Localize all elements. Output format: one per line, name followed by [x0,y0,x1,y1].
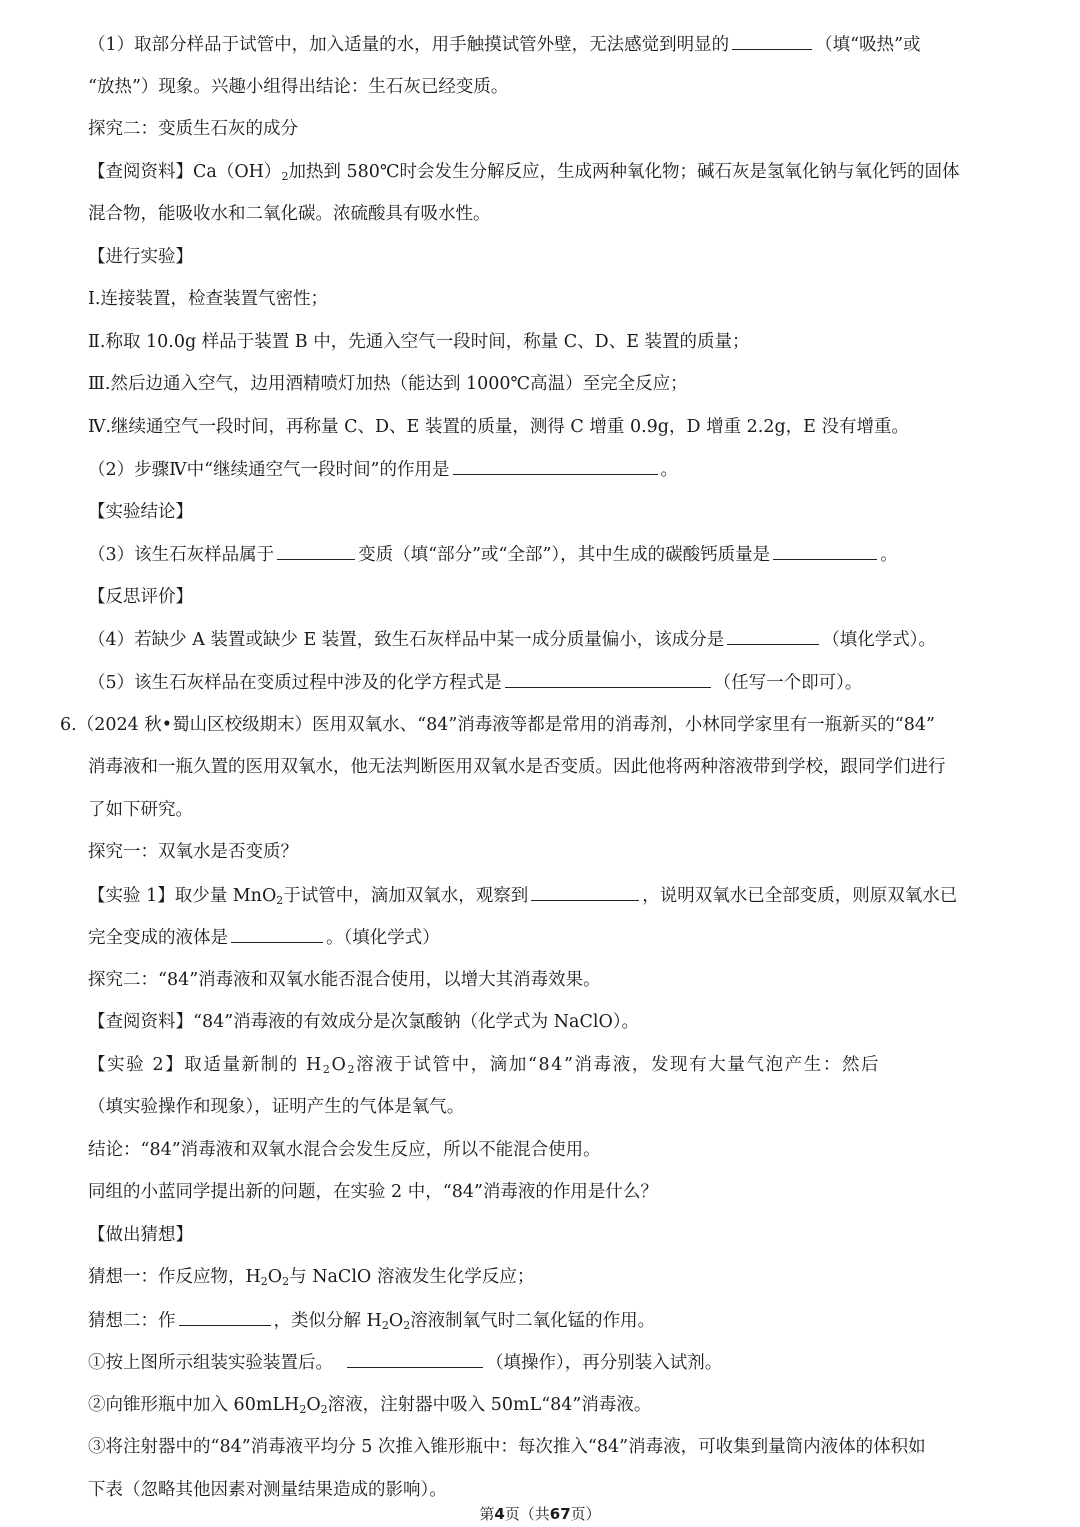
section-heading [88,116,1023,142]
text: O [331,1055,348,1075]
text: Ⅰ.连接装置，检查装置气密性； [88,289,328,309]
section-heading [88,839,1023,865]
text: （3）该生石灰样品属于 [88,545,275,565]
text: “放热”）现象。兴趣小组得出结论：生石灰已经变质。 [88,77,509,97]
answer-blank[interactable] [505,669,711,688]
text: （填操作），再分别装入试剂。 [486,1353,723,1373]
text: 于试管中，滴加双氧水，观察到 [283,886,529,906]
text: ②向锥形瓶中加入 60mLH [88,1395,300,1415]
answer-blank[interactable] [453,456,658,475]
paragraph-line [88,201,1023,227]
text: Ⅳ.继续通空气一段时间，再称量 C、D、E 装置的质量，测得 C 增重 0.9g，D 增重 2.2g，E 没有增重。 [88,417,910,437]
paragraph-line [88,1477,1023,1503]
text: 6.（2024 秋•蜀山区校级期末）医用双氧水、“84”消毒液等都是常用的消毒剂，小林同学家里有一瓶新买的“84” [60,715,935,735]
text: （填实验操作和现象），证明产生的气体是氧气。 [88,1097,465,1117]
text: 【实验结论】 [88,502,193,522]
paragraph-line [88,1009,1023,1035]
paragraph-line [88,159,1023,185]
paragraph-line [88,754,1023,780]
step-line [88,286,1023,312]
text: 【实验 2】取适量新制的 H [88,1055,323,1075]
text: ①按上图所示组装实验装置后。 [88,1353,333,1373]
section-heading [88,584,1023,610]
text: 与 NaClO 溶液发生化学反应； [289,1267,535,1287]
question-6-exp1 [88,882,1023,909]
subscript: 2 [282,1275,290,1288]
text: 下表（忽略其他因素对测量结果造成的影响）。 [88,1480,447,1500]
question-5-2 [88,456,1023,483]
text: （2）步骤Ⅳ中“继续通空气一段时间”的作用是 [88,460,450,480]
text: 【反思评价】 [88,587,193,607]
step-line [88,371,1023,397]
question-5-5 [88,669,1023,696]
procedure-step-2 [88,1392,1023,1418]
answer-blank[interactable] [732,31,812,50]
paragraph-line [88,1094,1023,1120]
text: Ⅲ.然后边通入空气，边用酒精喷灯加热（能达到 1000℃高温）至完全反应； [88,374,688,394]
subscript: 2 [281,170,289,183]
text: 加热到 580℃时会发生分解反应，生成两种氧化物；碱石灰是氢氧化钠与氧化钙的固体 [288,162,960,182]
text: （任写一个即可）。 [713,673,863,693]
question-5-3 [88,541,1023,568]
subscript: 2 [347,1063,357,1076]
question-6-exp2 [88,1052,1023,1078]
text: O [267,1267,283,1287]
text: （填化学式）。 [822,630,937,650]
text: 【做出猜想】 [88,1225,193,1245]
answer-blank[interactable] [231,924,323,943]
section-heading [88,1222,1023,1248]
text: Ⅱ.称取 10.0g 样品于装置 B 中，先通入空气一段时间，称量 C、D、E 装置的质量； [88,332,750,352]
footer-text: 页（共 [504,1505,550,1523]
text: O [388,1311,404,1331]
question-5-4 [88,626,1023,653]
text: ③将注射器中的“84”消毒液平均分 5 次推入锥形瓶中：每次推入“84”消毒液，可收集到量筒内液体的体积如 [88,1437,926,1457]
text: 。（填化学式） [326,928,440,948]
text: 溶液于试管中，滴加“84”消毒液，发现有大量气泡产生：然后 [356,1055,881,1075]
procedure-step-3 [88,1434,1023,1460]
section-heading [88,499,1023,525]
text: 。 [880,545,898,565]
hypothesis-1 [88,1264,1023,1290]
paragraph-line [88,1137,1023,1163]
text: 变质（填“部分”或“全部”），其中生成的碳酸钙质量是 [358,545,771,565]
question-5-1 [88,31,1023,58]
text: 。 [660,460,679,480]
text: 混合物，能吸收水和二氧化碳。浓硫酸具有吸水性。 [88,204,491,224]
text: O [306,1395,321,1415]
subscript: 2 [276,894,284,907]
step-line [88,329,1023,355]
text: 溶液制氧气时二氧化锰的作用。 [410,1311,656,1331]
text: 溶液，注射器中吸入 50mL“84”消毒液。 [327,1395,652,1415]
section-heading [88,244,1023,270]
text: （4）若缺少 A 装置或缺少 E 装置，致生石灰样品中某一成分质量偏小，该成分是 [88,630,725,650]
text: 猜想二：作 [88,1311,176,1331]
subscript: 2 [381,1319,389,1332]
text: （5）该生石灰样品在变质过程中涉及的化学方程式是 [88,673,502,693]
section-heading [88,967,1023,993]
answer-blank[interactable] [179,1307,271,1326]
text: ，类似分解 H [273,1311,382,1331]
text: 猜想一：作反应物，H [88,1267,261,1287]
step-line [88,414,1023,440]
answer-blank[interactable] [277,541,355,560]
text: 消毒液和一瓶久置的医用双氧水，他无法判断医用双氧水是否变质。因此他将两种溶液带到学校，跟同学们进行 [88,757,946,777]
procedure-step-1 [88,1349,1023,1376]
answer-blank[interactable] [347,1349,483,1368]
hypothesis-2 [88,1307,1023,1334]
question-6-heading [60,712,1023,738]
text: 【实验 1】取少量 MnO [88,886,277,906]
text: 探究一：双氧水是否变质？ [88,842,298,862]
subscript: 2 [260,1275,268,1288]
footer-text: 第 [479,1505,495,1523]
subscript: 2 [299,1403,307,1416]
answer-blank[interactable] [727,626,819,645]
text: 【查阅资料】Ca（OH） [88,162,282,182]
text: （1）取部分样品于试管中，加入适量的水，用手触摸试管外壁，无法感觉到明显的 [88,35,730,55]
page-footer [0,1503,1080,1525]
subscript: 2 [320,1403,328,1416]
paragraph-line [88,1179,1023,1205]
paragraph-line [88,74,1023,100]
question-6-exp1-cont [88,924,1023,951]
text: ，说明双氧水已全部变质，则原双氧水已 [642,886,958,906]
text: 【查阅资料】“84”消毒液的有效成分是次氯酸钠（化学式为 NaClO）。 [88,1012,640,1032]
text: 同组的小蓝同学提出新的问题，在实验 2 中，“84”消毒液的作用是什么？ [88,1182,658,1202]
total-pages: 67 [549,1505,571,1523]
text: （填“吸热”或 [815,35,921,55]
text: 结论：“84”消毒液和双氧水混合会发生反应，所以不能混合使用。 [88,1140,601,1160]
text: 完全变成的液体是 [88,928,228,948]
subscript: 2 [403,1319,411,1332]
answer-blank[interactable] [773,541,877,560]
answer-blank[interactable] [531,882,639,901]
text: 了如下研究。 [88,800,193,820]
text: 探究二：“84”消毒液和双氧水能否混合使用，以增大其消毒效果。 [88,970,601,990]
paragraph-line [88,797,1023,823]
text: 【进行实验】 [88,247,193,267]
footer-text: 页） [570,1505,601,1523]
text: 探究二：变质生石灰的成分 [88,119,298,139]
page-number: 4 [494,1505,505,1523]
subscript: 2 [322,1063,332,1076]
